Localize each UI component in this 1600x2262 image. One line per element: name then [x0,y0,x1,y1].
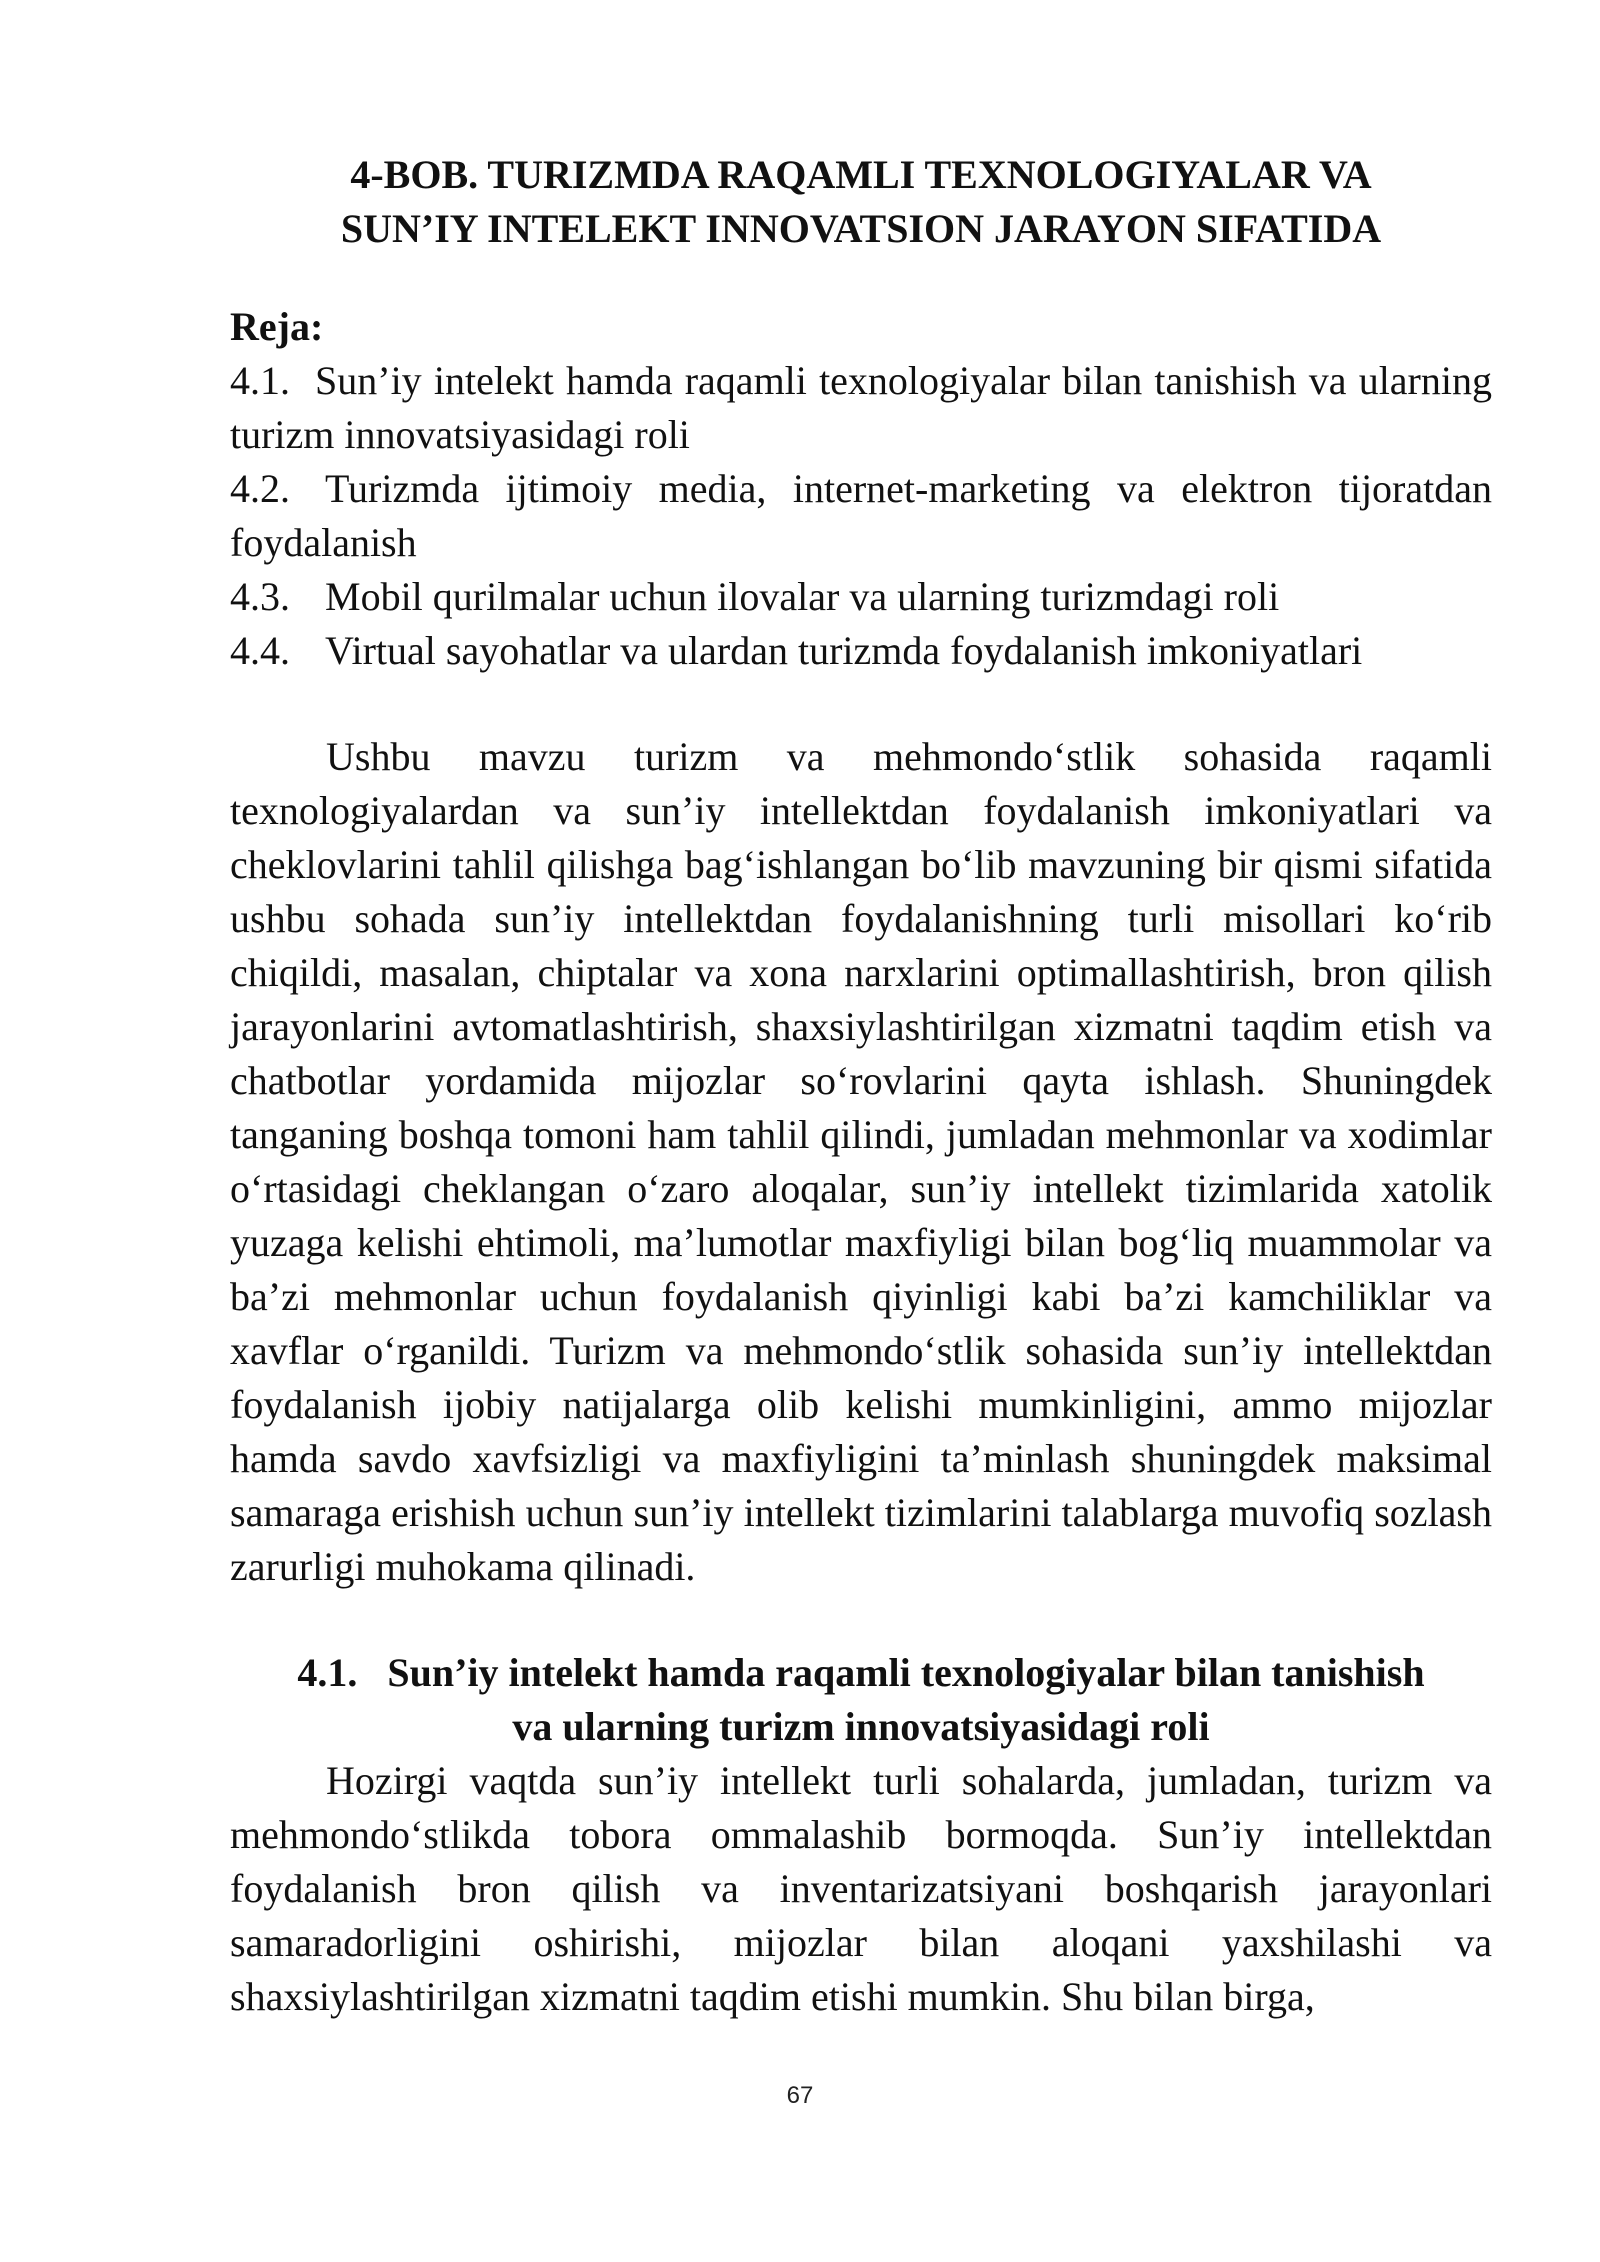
section-title [230,1646,1492,1754]
section-title-line-2: va ularning turizm innovatsiyasidagi roli [512,1704,1210,1749]
chapter-title [230,148,1492,256]
plan-item [230,462,1492,570]
plan-item-text: Turizmda ijtimoiy media, internet-marketing va elektron tijoratdan foydalanish [230,466,1492,565]
document-page [230,148,1492,2024]
section-title-line-1: Sun’iy intelekt hamda raqamli texnologiyalar bilan tanishish [387,1650,1425,1695]
plan-item-text: Sun’iy intelekt hamda raqamli texnologiyalar bilan tanishish va ularning turizm innovatsiyasidagi roli [230,358,1492,457]
plan-item [230,624,1492,678]
chapter-title-line-2: SUN’IY INTELEKT INNOVATSION JARAYON SIFATIDA [340,206,1382,251]
plan-item-number: 4.2. [230,466,290,511]
plan-heading: Reja: [230,304,324,349]
plan-item-number: 4.4. [230,628,290,673]
intro-paragraph: Ushbu mavzu turizm va mehmondo‘stlik sohasida raqamli texnologiyalardan va sun’iy intellektdan foydalanish imkoniyatlari va cheklovlarini tahlil qilishga bag‘ishlangan bo‘lib mavzuning bir qismi sifatida ushbu sohada sun’iy intellektdan foydalanishning turli misollari ko‘rib chiqildi, masalan, chiptalar va xona narxlarini optimallashtirish, bron qilish jarayonlarini avtomatlashtirish, shaxsiylashtirilgan xizmatni taqdim etish va chatbotlar yordamida mijozlar so‘rovlarini qayta ishlash. Shuningdek tanganing boshqa tomoni ham tahlil qilindi, jumladan mehmonlar va xodimlar o‘rtasidagi cheklangan o‘zaro aloqalar, sun’iy intellekt tizimlarida xatolik yuzaga kelishi ehtimoli, ma’lumotlar maxfiyligi bilan bog‘liq muammolar va ba’zi mehmonlar uchun foydalanish qiyinligi kabi ba’zi kamchiliklar va xavflar o‘rganildi. Turizm va mehmondo‘stlik sohasida sun’iy intellektdan foydalanish ijobiy natijalarga olib kelishi mumkinligini, ammo mijozlar hamda savdo xavfsizligi va maxfiyligini ta’minlash shuningdek maksimal samaraga erishish uchun sun’iy intellekt tizimlarini talablarga muvofiq sozlash zarurligi muhokama qilinadi. [230,734,1492,1589]
page-number: 67 [786,2082,814,2109]
plan-item [230,570,1492,624]
plan-list [230,354,1492,678]
plan-item-text: Virtual sayohatlar va ulardan turizmda foydalanish imkoniyatlari [325,628,1363,673]
section-paragraph: Hozirgi vaqtda sun’iy intellekt turli sohalarda, jumladan, turizm va mehmondo‘stlikda tobora ommalashib bormoqda. Sun’iy intellektdan foydalanish bron qilish va inventarizatsiyani boshqarish jarayonlari samaradorligini oshirishi, mijozlar bilan aloqani yaxshilashi va shaxsiylashtirilgan xizmatni taqdim etishi mumkin. Shu bilan birga, [230,1758,1492,2019]
plan-item-number: 4.1. [230,358,290,403]
plan-item-text: Mobil qurilmalar uchun ilovalar va ularning turizmdagi roli [325,574,1280,619]
plan-item-number: 4.3. [230,574,290,619]
chapter-title-line-1: 4-BOB. TURIZMDA RAQAMLI TEXNOLOGIYALAR VA [350,152,1372,197]
section-number: 4.1. [297,1650,358,1695]
plan-item [230,354,1492,462]
